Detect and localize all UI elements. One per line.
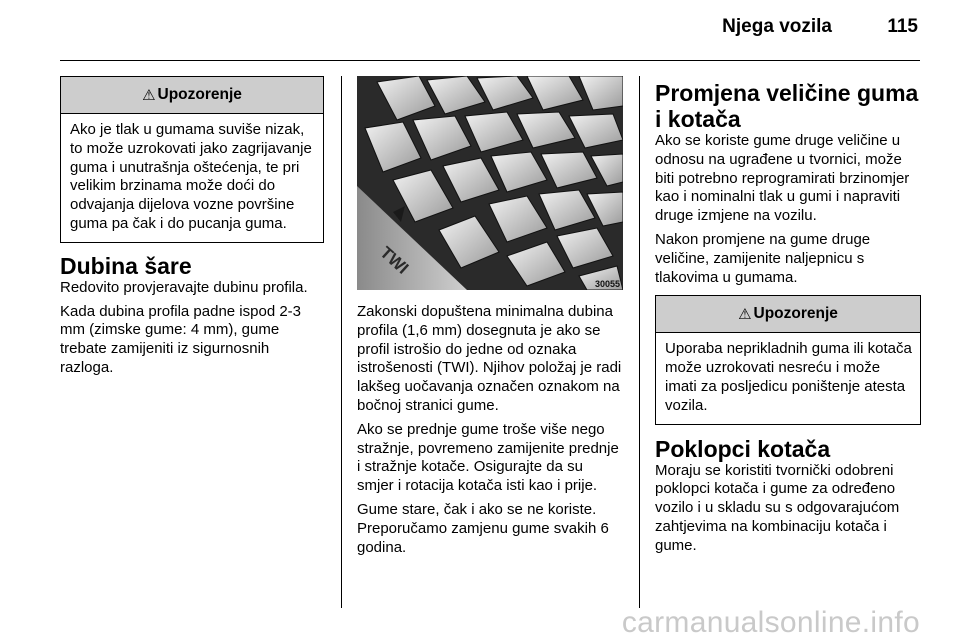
paragraph: Redovito provjeravajte dubinu profila. [60,278,308,296]
paragraph: Gume stare, čak i ako se ne koriste. Preporučamo zamjenu gume svakih 6 godina. [357,500,609,556]
tyre-tread-image [357,76,623,290]
tyre-tread-figure [357,76,623,290]
middle-column [357,76,623,557]
warning-header [61,77,323,114]
column-divider [639,76,640,608]
left-column [60,76,324,378]
warning-triangle-icon: ⚠ [142,87,156,104]
paragraph: Kada dubina profila padne ispod 2-3 mm (zimske gume: 4 mm), gume trebate zamijeniti iz sigurnosnih razloga. [60,302,302,376]
warning-box [60,76,324,243]
paragraph: Nakon promjene na gume druge veličine, zamijenite naljepnicu s tlakovima u gumama. [655,230,871,286]
warning-triangle-icon: ⚠ [738,306,752,324]
section-heading: Poklopci kotača [655,435,831,462]
paragraph: Ako se koriste gume druge veličine u odnosu na ugrađene u tvornici, može biti potrebno reprogramirati brzinomjer kao i nominalni tlak u gumi i napraviti druge izmjene na vozilu. [655,132,910,225]
warning-text: Ako je tlak u gumama suviše nizak, to može uzrokovati jako zagrijavanje guma i unutrašnja oštećenja, te pri velikim brzinama može doći do odvajanja dijelova vozne površine guma pa čak i do pucanja guma. [70,121,312,232]
warning-header [656,296,920,333]
paragraph: Zakonski dopuštena minimalna dubina profila (1,6 mm) dosegnuta je ako se profil istrošio do jedne od oznaka istrošenosti (TWI). Njihov položaj je radi lakšeg uočavanja označen oznakom na bočnoj stranici gume. [357,303,622,414]
paragraph: Ako se prednje gume troše više nego stražnje, povremeno zamijenite prednje i stražnje kotače. Osigurajte da su smjer i rotacija kotača isti kao i prije. [357,420,619,495]
watermark-text: carmanualsonline.info [621,606,920,639]
warning-text: Uporaba neprikladnih guma ili kotača može uzrokovati nesreću i može imati za posljedicu poništenje atesta vozila. [665,340,912,414]
section-heading: Promjena veličine guma i kotača [655,80,919,132]
warning-title: Upozorenje [753,305,838,323]
section-heading: Dubina šare [60,252,192,279]
warning-title: Upozorenje [157,86,242,103]
right-column [655,80,921,556]
page-number: 115 [887,16,918,37]
warning-box [655,295,921,424]
header-rule [60,60,920,61]
figure-code: 30055 [594,279,620,289]
twi-label: TWI [376,242,413,278]
column-divider [341,76,342,608]
paragraph: Moraju se koristiti tvornički odobreni poklopci kotača i gume za određeno vozilo i u skladu su s odgovarajućom zahtjevima na kombinaciju kotača i gume. [655,461,900,554]
page-header-title: Njega vozila [722,16,832,37]
